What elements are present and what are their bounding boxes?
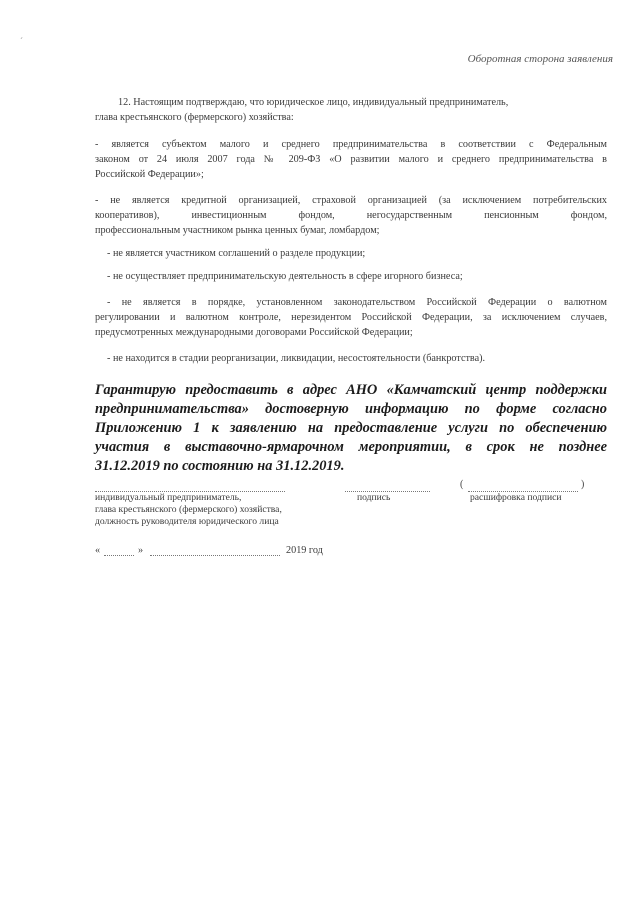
item-nonresident-line-3: предусмотренных международными договорами Российской Федерации; bbox=[95, 327, 413, 338]
item-reorganization: - не находится в стадии реорганизации, ликвидации, несостоятельности (банкротства). bbox=[107, 353, 486, 364]
guarantee-line-3: Приложению 1 к заявлению на предоставление услуги по обеспечению bbox=[95, 420, 607, 436]
item-psa: - не является участником соглашений о разделе продукции; bbox=[107, 248, 366, 259]
role-label-line-3: должность руководителя юридического лица bbox=[95, 516, 279, 527]
date-day-fill-line[interactable] bbox=[104, 555, 134, 556]
date-close-quote: » bbox=[138, 545, 144, 556]
decoding-open-paren: ( bbox=[460, 479, 464, 490]
guarantee-line-2: предпринимательства» достоверную информацию по форме согласно bbox=[95, 401, 607, 417]
item-sme-line-1: - является субъектом малого и среднего предпринимательства в соответствии с Федеральным bbox=[95, 139, 607, 150]
signature-label: подпись bbox=[357, 492, 391, 503]
item-sme-line-3: Российской Федерации»; bbox=[95, 169, 204, 180]
page-header-note: Оборотная сторона заявления bbox=[467, 53, 613, 65]
decoding-label: расшифровка подписи bbox=[470, 492, 562, 503]
guarantee-line-4: участия в выставочно-ярмарочном мероприятии, в срок не позднее bbox=[95, 439, 607, 455]
item-nonresident-line-2: регулировании и валютном контроле, нерезидентом Российской Федерации, за исключением случаев, bbox=[95, 312, 607, 323]
scan-mark: ´ bbox=[20, 36, 23, 46]
item-gambling: - не осуществляет предпринимательскую деятельность в сфере игорного бизнеса; bbox=[107, 271, 463, 282]
item-credit-line-2: кооперативов), инвестиционным фондом, негосударственным пенсионным фондом, bbox=[95, 210, 607, 221]
guarantee-line-5: 31.12.2019 по состоянию на 31.12.2019. bbox=[95, 458, 345, 474]
item-sme-line-2: законом от 24 июля 2007 года № 209-ФЗ «О развитии малого и среднего предпринимательства в bbox=[95, 154, 607, 165]
date-month-fill-line[interactable] bbox=[150, 555, 280, 556]
date-year: 2019 год bbox=[286, 545, 323, 556]
item-nonresident-line-1: - не является в порядке, установленном законодательством Российской Федерации о валютном bbox=[107, 297, 607, 308]
intro-line-1: 12. Настоящим подтверждаю, что юридическое лицо, индивидуальный предприниматель, bbox=[118, 97, 509, 108]
item-credit-line-3: профессиональным участником рынка ценных бумаг, ломбардом; bbox=[95, 225, 380, 236]
decoding-close-paren: ) bbox=[581, 479, 585, 490]
role-label-line-1: индивидуальный предприниматель, bbox=[95, 492, 242, 503]
role-label-line-2: глава крестьянского (фермерского) хозяйства, bbox=[95, 504, 282, 515]
intro-line-2: глава крестьянского (фермерского) хозяйства: bbox=[95, 112, 294, 123]
guarantee-line-1: Гарантирую предоставить в адрес АНО «Камчатский центр поддержки bbox=[95, 382, 607, 398]
date-open-quote: « bbox=[95, 545, 101, 556]
item-credit-line-1: - не является кредитной организацией, страховой организацией (за исключением потребительских bbox=[95, 195, 607, 206]
guarantee-statement bbox=[95, 381, 607, 476]
